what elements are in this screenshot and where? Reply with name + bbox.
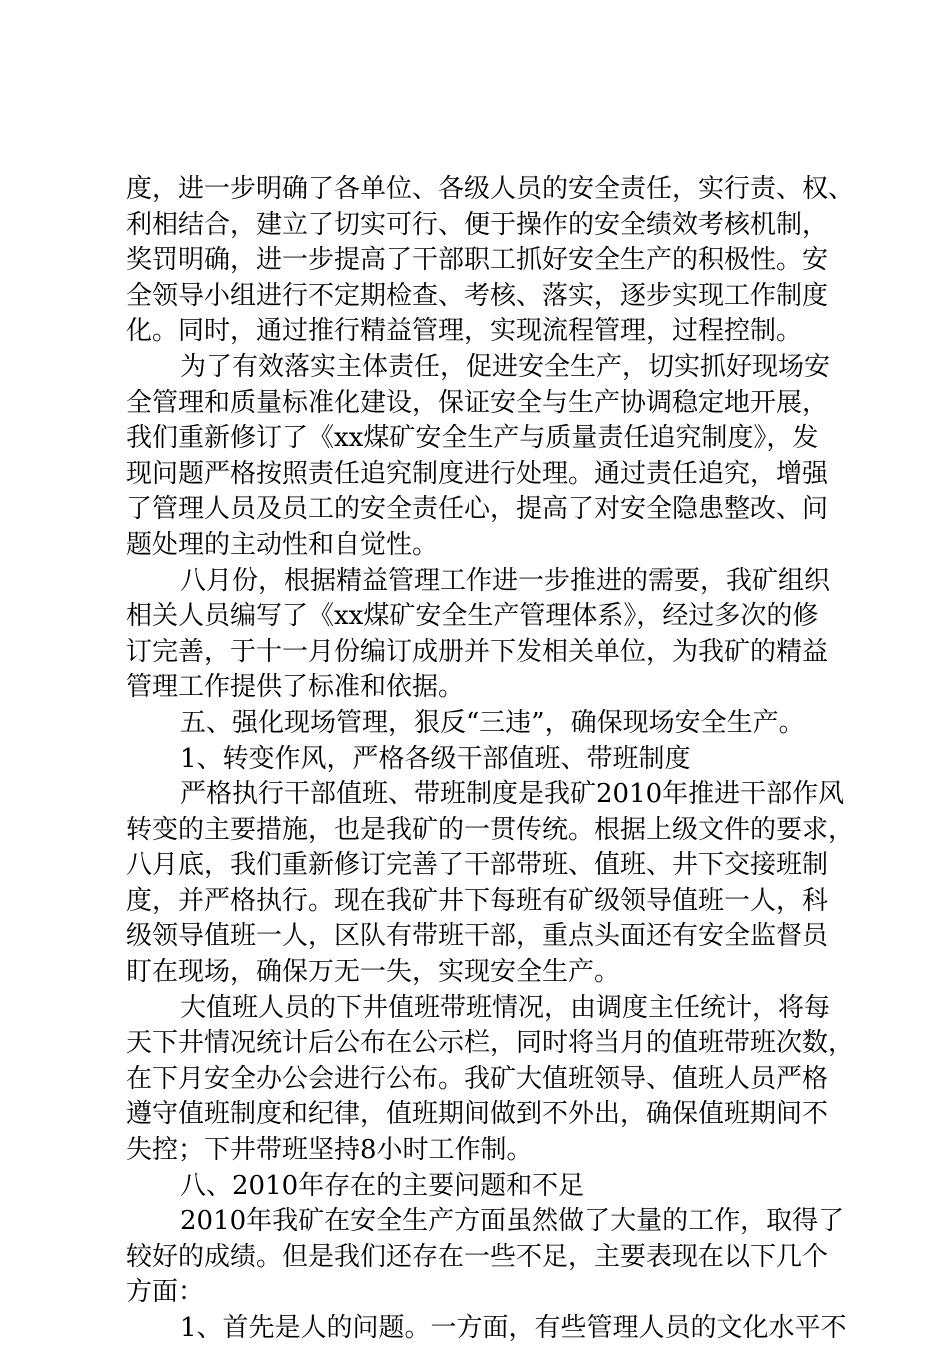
paragraph-first-line: 1、首先是人的问题。一方面，有些管理人员的文化水平不: [180, 1313, 847, 1343]
text-line: 转变的主要措施，也是我矿的一贯传统。根据上级文件的要求，: [126, 814, 855, 845]
section-heading: 五、强化现场管理，狠反“三违”，确保现场安全生产。: [180, 707, 805, 738]
text-line: 全管理和质量标准化建设，保证安全与生产协调稳定地开展，: [126, 387, 829, 418]
text-line: 利相结合，建立了切实可行、便于操作的安全绩效考核机制，: [126, 209, 829, 240]
text-line: 天下井情况统计后公布在公示栏，同时将当月的值班带班次数，: [126, 1028, 855, 1059]
text-line: 现问题严格按照责任追究制度进行处理。通过责任追究，增强: [126, 458, 829, 489]
section-heading: 八、2010年存在的主要问题和不足: [180, 1170, 585, 1201]
text-line: 化。同时，通过推行精益管理，实现流程管理，过程控制。: [126, 316, 803, 347]
paragraph-first-line: 大值班人员的下井值班带班情况，由调度主任统计，将每: [180, 992, 831, 1023]
text-line: 失控；下井带班坚持8小时工作制。: [126, 1135, 533, 1166]
body-text: [126, 172, 855, 1347]
text-line: 订完善，于十一月份编订成册并下发相关单位，为我矿的精益: [126, 636, 829, 667]
text-line: 盯在现场，确保万无一失，实现安全生产。: [126, 957, 621, 988]
text-line: 方面：: [126, 1277, 205, 1308]
text-line: 奖罚明确，进一步提高了干部职工抓好安全生产的积极性。安: [126, 245, 829, 276]
text-line: 在下月安全办公会进行公布。我矿大值班领导、值班人员严格: [126, 1063, 829, 1094]
text-line: 度，并严格执行。现在我矿井下每班有矿级领导值班一人，科: [126, 885, 829, 916]
paragraph-first-line: 八月份，根据精益管理工作进一步推进的需要，我矿组织: [180, 565, 831, 596]
text-line: 遵守值班制度和纪律，值班期间做到不外出，确保值班期间不: [126, 1099, 829, 1130]
paragraph-first-line: 为了有效落实主体责任，促进安全生产，切实抓好现场安: [180, 351, 831, 382]
text-line: 较好的成绩。但是我们还存在一些不足，主要表现在以下几个: [126, 1241, 829, 1272]
text-line: 度，进一步明确了各单位、各级人员的安全责任，实行责、权、: [126, 174, 855, 204]
text-line: 管理工作提供了标准和依据。: [126, 672, 465, 703]
text-line: 我们重新修订了《xx煤矿安全生产与质量责任追究制度》，发: [126, 423, 819, 454]
text-line: 级领导值班一人，区队有带班干部，重点头面还有安全监督员: [126, 921, 829, 952]
paragraph-first-line: 严格执行干部值班、带班制度是我矿2010年推进干部作风: [180, 779, 845, 810]
subsection-heading: 1、转变作风，严格各级干部值班、带班制度: [180, 743, 691, 774]
text-line: 全领导小组进行不定期检查、考核、落实，逐步实现工作制度: [126, 280, 829, 311]
paragraph-first-line: 2010年我矿在安全生产方面虽然做了大量的工作，取得了: [180, 1206, 845, 1237]
text-line: 了管理人员及员工的安全责任心，提高了对安全隐患整改、问: [126, 494, 829, 525]
text-line: 题处理的主动性和自觉性。: [126, 529, 439, 560]
text-line: 八月底，我们重新修订完善了干部带班、值班、井下交接班制: [126, 850, 829, 881]
text-line: 相关人员编写了《xx煤矿安全生产管理体系》，经过多次的修: [126, 601, 819, 632]
